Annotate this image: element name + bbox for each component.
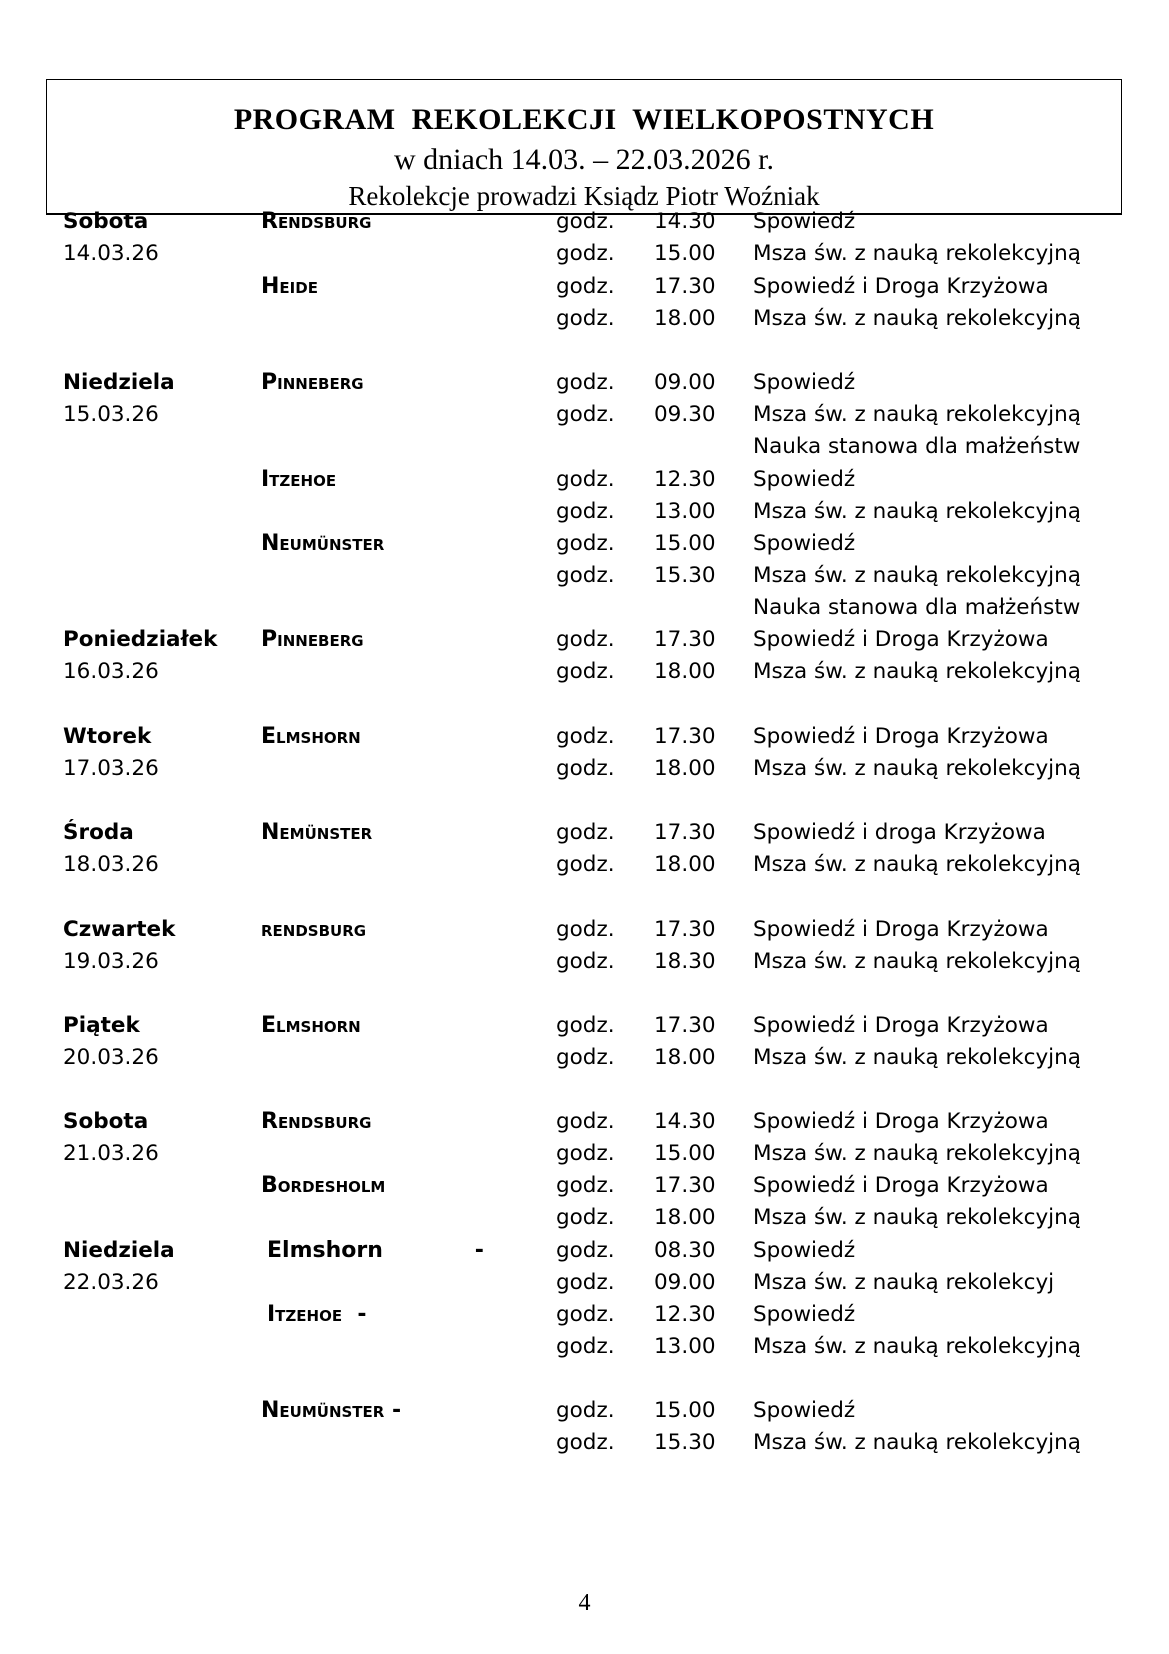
schedule-row (0, 560, 1169, 592)
event-description: Msza św. z nauką rekolekcyjną (753, 1334, 1081, 1359)
event-description: Msza św. z nauką rekolekcyjną (753, 1045, 1081, 1070)
date: 16.03.26 (63, 659, 159, 684)
time: 17.30 (654, 274, 716, 299)
schedule-row (0, 656, 1169, 688)
time: 18.00 (654, 756, 716, 781)
time: 17.30 (654, 1173, 716, 1198)
time: 15.00 (654, 1141, 716, 1166)
hour-label: godz. (556, 274, 615, 299)
event-description: Msza św. z nauką rekolekcyjną (753, 1430, 1081, 1455)
hour-label: godz. (556, 563, 615, 588)
hour-label: godz. (556, 852, 615, 877)
day-name: Niedziela (63, 1238, 175, 1263)
location: Elmshorn (261, 724, 361, 749)
schedule-row (0, 496, 1169, 528)
time: 17.30 (654, 820, 716, 845)
event-description: Msza św. z nauką rekolekcyjną (753, 499, 1081, 524)
hour-label: godz. (556, 1398, 615, 1423)
schedule-row (0, 271, 1169, 303)
schedule-row (0, 624, 1169, 656)
hour-label: godz. (556, 1109, 615, 1134)
time: 15.00 (654, 531, 716, 556)
event-description: Spowiedź i Droga Krzyżowa (753, 724, 1049, 749)
schedule-row (0, 914, 1169, 946)
location: Pinneberg (261, 627, 364, 652)
schedule-row (0, 367, 1169, 399)
schedule-row (0, 1042, 1169, 1074)
hour-label: godz. (556, 917, 615, 942)
hour-label: godz. (556, 1173, 615, 1198)
hour-label: godz. (556, 467, 615, 492)
time: 17.30 (654, 917, 716, 942)
hour-label: godz. (556, 402, 615, 427)
schedule-row (0, 592, 1169, 624)
schedule-row (0, 206, 1169, 238)
time: 09.00 (654, 1270, 716, 1295)
time: 08.30 (654, 1238, 716, 1263)
time: 12.30 (654, 467, 716, 492)
event-description: Spowiedź (753, 467, 856, 492)
event-description: Msza św. z nauką rekolekcyjną (753, 659, 1081, 684)
event-description: Spowiedź (753, 370, 856, 395)
time: 13.00 (654, 499, 716, 524)
hour-label: godz. (556, 370, 615, 395)
location: Heide (261, 274, 318, 299)
location: Elmshorn - (267, 1238, 484, 1263)
time: 15.00 (654, 241, 716, 266)
event-description: Msza św. z nauką rekolekcyjną (753, 306, 1081, 331)
event-description: Msza św. z nauką rekolekcyjną (753, 756, 1081, 781)
schedule-row (0, 464, 1169, 496)
hour-label: godz. (556, 531, 615, 556)
date: 20.03.26 (63, 1045, 159, 1070)
time: 12.30 (654, 1302, 716, 1327)
time: 09.00 (654, 370, 716, 395)
event-description: Spowiedź (753, 1302, 856, 1327)
hour-label: godz. (556, 756, 615, 781)
event-description: Nauka stanowa dla małżeństw (753, 434, 1081, 459)
hour-label: godz. (556, 306, 615, 331)
event-description: Spowiedź i Droga Krzyżowa (753, 274, 1049, 299)
time: 17.30 (654, 724, 716, 749)
schedule-row (0, 1267, 1169, 1299)
event-description: Spowiedź i Droga Krzyżowa (753, 1173, 1049, 1198)
time: 18.00 (654, 306, 716, 331)
event-description: Msza św. z nauką rekolekcyjną (753, 1205, 1081, 1230)
day-name: Piątek (63, 1013, 140, 1038)
location: Rendsburg (261, 1109, 372, 1134)
schedule-row (0, 849, 1169, 881)
schedule-row (0, 238, 1169, 270)
date: 14.03.26 (63, 241, 159, 266)
schedule-row (0, 1202, 1169, 1234)
schedule-row (0, 1235, 1169, 1267)
hour-label: godz. (556, 1430, 615, 1455)
event-description: Msza św. z nauką rekolekcyjną (753, 852, 1081, 877)
time: 17.30 (654, 1013, 716, 1038)
event-description: Spowiedź i droga Krzyżowa (753, 820, 1046, 845)
hour-label: godz. (556, 627, 615, 652)
event-description: Spowiedź (753, 531, 856, 556)
day-name: Czwartek (63, 917, 176, 942)
location: Itzehoe (261, 467, 337, 492)
day-name: Poniedziałek (63, 627, 218, 652)
event-description: Spowiedź i Droga Krzyżowa (753, 627, 1049, 652)
hour-label: godz. (556, 241, 615, 266)
schedule-row (0, 1299, 1169, 1331)
hour-label: godz. (556, 499, 615, 524)
schedule-row (0, 946, 1169, 978)
location: Rendsburg (261, 209, 372, 234)
time: 09.30 (654, 402, 716, 427)
location: rendsburg (261, 917, 367, 942)
time: 17.30 (654, 627, 716, 652)
time: 14.30 (654, 209, 716, 234)
hour-label: godz. (556, 209, 615, 234)
location: Itzehoe - (267, 1302, 367, 1327)
schedule-row (0, 1138, 1169, 1170)
date: 17.03.26 (63, 756, 159, 781)
date: 22.03.26 (63, 1270, 159, 1295)
event-description: Msza św. z nauką rekolekcyjną (753, 402, 1081, 427)
event-description: Msza św. z nauką rekolekcyj (753, 1270, 1055, 1295)
event-description: Spowiedź (753, 1398, 856, 1423)
location: Pinneberg (261, 370, 364, 395)
time: 13.00 (654, 1334, 716, 1359)
schedule-row (0, 1010, 1169, 1042)
event-description: Nauka stanowa dla małżeństw (753, 595, 1081, 620)
date: 19.03.26 (63, 949, 159, 974)
event-description: Spowiedź i Droga Krzyżowa (753, 1109, 1049, 1134)
schedule-row (0, 303, 1169, 335)
hour-label: godz. (556, 1270, 615, 1295)
hour-label: godz. (556, 949, 615, 974)
event-description: Spowiedź (753, 209, 856, 234)
date: 21.03.26 (63, 1141, 159, 1166)
schedule-row (0, 1106, 1169, 1138)
time: 18.00 (654, 852, 716, 877)
time: 18.30 (654, 949, 716, 974)
day-name: Sobota (63, 209, 149, 234)
page-title: PROGRAM REKOLEKCJI WIELKOPOSTNYCH (233, 103, 935, 136)
schedule-row (0, 1170, 1169, 1202)
location: Nemünster (261, 820, 373, 845)
hour-label: godz. (556, 1013, 615, 1038)
hour-label: godz. (556, 1045, 615, 1070)
location: Neumünster (261, 531, 385, 556)
event-description: Msza św. z nauką rekolekcyjną (753, 563, 1081, 588)
event-description: Spowiedź i Droga Krzyżowa (753, 917, 1049, 942)
event-description: Spowiedź i Droga Krzyżowa (753, 1013, 1049, 1038)
hour-label: godz. (556, 1141, 615, 1166)
day-name: Sobota (63, 1109, 149, 1134)
schedule-row (0, 1395, 1169, 1427)
time: 14.30 (654, 1109, 716, 1134)
day-name: Wtorek (63, 724, 152, 749)
time: 15.30 (654, 563, 716, 588)
event-description: Msza św. z nauką rekolekcyjną (753, 949, 1081, 974)
time: 15.00 (654, 1398, 716, 1423)
event-description: Msza św. z nauką rekolekcyjną (753, 1141, 1081, 1166)
schedule-row (0, 431, 1169, 463)
retreat-leader: Rekolekcje prowadzi Ksiądz Piotr Woźniak (348, 181, 820, 211)
hour-label: godz. (556, 724, 615, 749)
event-description: Msza św. z nauką rekolekcyjną (753, 241, 1081, 266)
event-description: Spowiedź (753, 1238, 856, 1263)
page-number: 4 (578, 1590, 591, 1616)
day-name: Niedziela (63, 370, 175, 395)
hour-label: godz. (556, 1334, 615, 1359)
time: 18.00 (654, 1205, 716, 1230)
date: 18.03.26 (63, 852, 159, 877)
schedule-row (0, 1427, 1169, 1459)
schedule-row (0, 817, 1169, 849)
hour-label: godz. (556, 1302, 615, 1327)
schedule-row (0, 721, 1169, 753)
schedule-row (0, 399, 1169, 431)
date-range: w dniach 14.03. – 22.03.2026 r. (394, 143, 774, 176)
hour-label: godz. (556, 1238, 615, 1263)
location: Elmshorn (261, 1013, 361, 1038)
hour-label: godz. (556, 659, 615, 684)
schedule-row (0, 753, 1169, 785)
time: 18.00 (654, 1045, 716, 1070)
schedule-row (0, 528, 1169, 560)
time: 15.30 (654, 1430, 716, 1455)
location: Bordesholm (261, 1173, 386, 1198)
hour-label: godz. (556, 820, 615, 845)
day-name: Środa (63, 820, 134, 845)
date: 15.03.26 (63, 402, 159, 427)
hour-label: godz. (556, 1205, 615, 1230)
schedule-row (0, 1331, 1169, 1363)
time: 18.00 (654, 659, 716, 684)
location: Neumünster - (261, 1398, 402, 1423)
